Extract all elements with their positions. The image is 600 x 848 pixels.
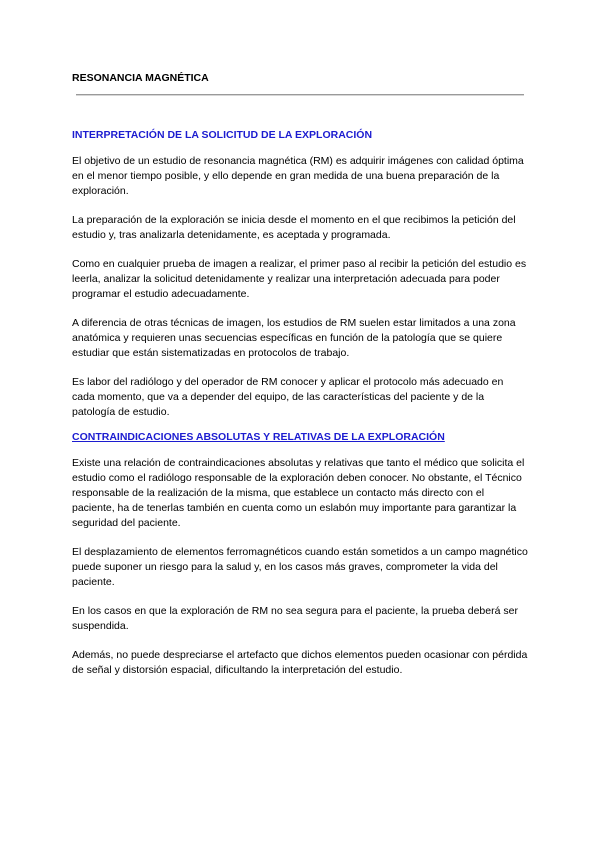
section-heading-contraindicaciones-link[interactable]: CONTRAINDICACIONES ABSOLUTAS Y RELATIVAS DE LA EXPLORACIÓN [72,431,445,443]
section-heading-interpretacion: INTERPRETACIÓN DE LA SOLICITUD DE LA EXPLORACIÓN [72,129,373,141]
document-title: RESONANCIA MAGNÉTICA [72,72,209,84]
paragraph: La preparación de la exploración se inicia desde el momento en el que recibimos la petición del estudio y, tras analizarla detenidamente, es aceptada y programada. [72,214,516,241]
paragraph: Es labor del radiólogo y del operador de RM conocer y aplicar el protocolo más adecuado en cada momento, que va a depender del equipo, de las características del paciente y de la patología de estudio. [72,376,504,418]
paragraph: El objetivo de un estudio de resonancia magnética (RM) es adquirir imágenes con calidad óptima en el menor tiempo posible, y ello depende en gran medida de una buena preparación de la exploración. [72,155,524,197]
paragraph: En los casos en que la exploración de RM no sea segura para el paciente, la prueba deberá ser suspendida. [72,605,518,632]
paragraph: Como en cualquier prueba de imagen a realizar, el primer paso al recibir la petición del estudio es leerla, analizar la solicitud detenidamente y realizar una interpretación adecuada para poder programar el estudio adecuadamente. [72,258,527,300]
paragraph: El desplazamiento de elementos ferromagnéticos cuando están sometidos a un campo magnético puede suponer un riesgo para la salud y, en los casos más graves, comprometer la vida del paciente. [72,546,528,588]
document-page [72,72,528,678]
paragraph: Además, no puede despreciarse el artefacto que dichos elementos pueden ocasionar con pérdida de señal y distorsión espacial, dificultando la interpretación del estudio. [72,649,528,676]
paragraph: Existe una relación de contraindicaciones absolutas y relativas que tanto el médico que solicita el estudio como el radiólogo responsable de la exploración deben conocer. No obstante, el Técnico responsable de la realización de la misma, que establece un contacto más directo con el paciente, ha de tenerlas también en cuenta como un eslabón muy importante para garantizar la seguridad del paciente. [72,457,525,529]
title-divider [76,94,524,96]
paragraph: A diferencia de otras técnicas de imagen, los estudios de RM suelen estar limitados a una zona anatómica y requieren unas secuencias específicas en función de la patología que se quiere estudiar que están sistematizadas en protocolos de trabajo. [72,317,516,359]
